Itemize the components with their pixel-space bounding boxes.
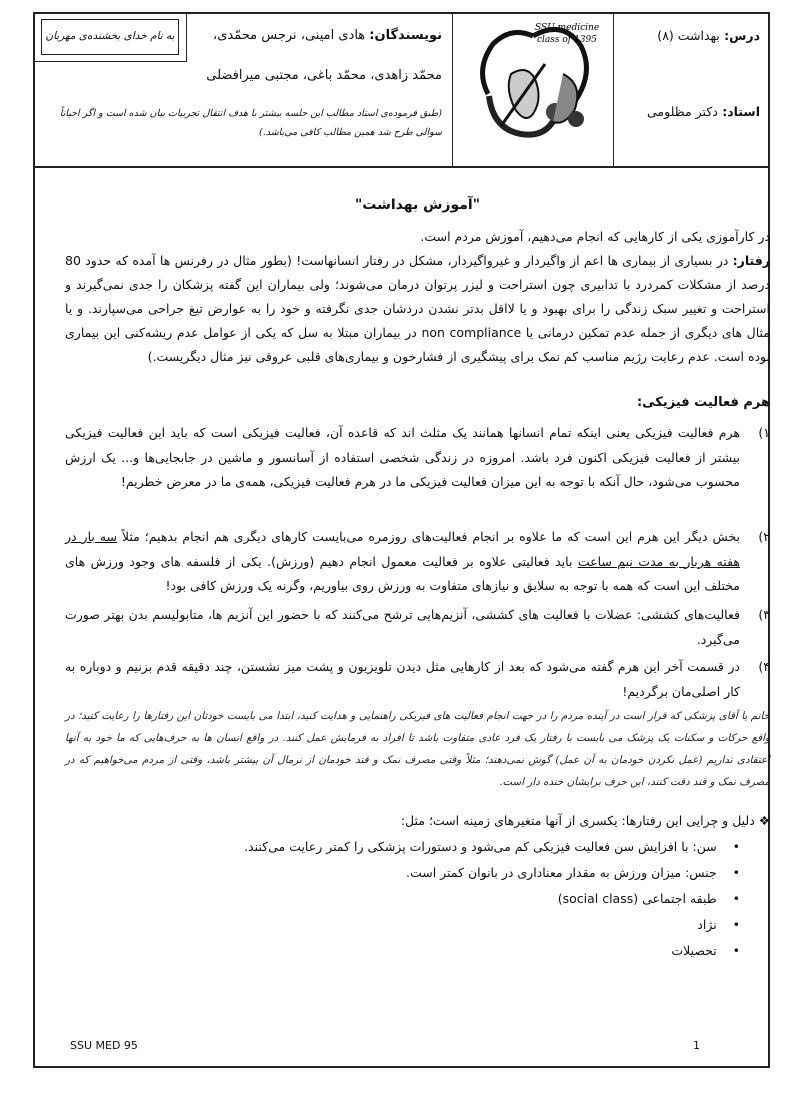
item-text [65,525,740,599]
list-item-1 [65,421,770,495]
page-number: 1 [693,1039,700,1052]
authors-line-1 [213,28,442,43]
course-value: بهداشت (۸) [657,28,720,43]
item-number: ۳) [758,607,770,622]
course-info [613,14,768,166]
item-text: فعالیت‌های کششی: عضلات با فعالیت های کششی، آنزیم‌هایی ترشح می‌کنند که با حضور این آنزیم ها، متابولیسم بدن بهتر صورت می‌گیرد. [65,607,740,647]
bullet-item: • نژاد [697,917,740,932]
bullet-text: جنس: میزان ورزش به مقدار معناداری در بانوان کمتر است. [405,865,717,880]
bismillah-box [35,14,187,62]
teacher-label: استاد: [722,104,760,119]
item-number: ۱) [758,425,770,440]
bullet-item: • سن: با افزایش سن فعالیت فیزیکی کم می‌شود و دستورات پزشکی را کمتر رعایت می‌کنند. [244,839,740,854]
item-text-a: بخش دیگر این هرم این است که ما علاوه بر انجام فعالیت‌های روزمره می‌بایست کارهای دیگری هم انجام بدهیم؛ مثلاً [116,529,740,544]
authors-cell [35,14,453,166]
teacher-value: دکتر مظلومی [647,104,718,119]
reasons-intro-text: دلیل و چرایی این رفتارها: یکسری از آنها متغیرهای زمینه است؛ مثل: [400,813,755,828]
authors-names-1: هادی امینی، نرجس محمّدی، [213,28,366,43]
list-item-4 [65,655,770,704]
behavior-text: در بسیاری از بیماری ها اعم از واگیردار و غیرواگیردار، مشکل در رفتار انسانهاست! (بطور مثال در رفرنس ها آمده که حدود 80 درصد از مشکلات کمردرد با تدابیری چون استراحت و لیزر پرتوان درمان می‌شوند؛ ولی بیماران این گفته پزشکان را جدی نمی‌گیرند و استراحت و تغییر سبک زندگی را برای بهبود و یا لااقل بدتر نشدن دردشان جدی نگرفته و خود را به عوارض تیغ جراحی می‌سپارند. و یا مثال های دیگری از جمله عدم تمکین درمانی یا non compliance در بیماران مبتلا به سل که یکی از عوامل عدم ریشه‌کنی این بیماری بوده است. عدم رعایت رژیم مناسب کم نمک برای پیشگیری از فشارخون و بیماری‌های قلبی عروقی نیز مثال دیگریست.) [65,253,770,364]
authors-names-2: محمّد زاهدی، محمّد باغی، مجتبی میرافضلی [206,68,442,83]
bullet-item: • طبقه اجتماعی (social class) [557,891,740,906]
item-number: ۴) [758,659,770,674]
logo [453,14,613,166]
item-text-underlined: سه بار در هفته هربار به مدت نیم ساعت [65,529,740,569]
list-item-2 [65,525,770,599]
footer-left: SSU MED 95 [70,1039,138,1052]
header-note [47,104,442,142]
page-title: "آموزش بهداشت" [354,197,481,213]
course-label: درس: [724,28,760,43]
page-frame [33,12,770,1068]
authors-label: نویسندگان: [369,28,442,43]
list-item-3 [65,603,770,652]
course-line [657,28,760,43]
item-number: ۲) [758,529,770,544]
bullet-item: • تحصیلات [671,943,740,958]
bullet-text: طبقه اجتماعی (social class) [557,891,717,906]
item-text: هرم فعالیت فیزیکی یعنی اینکه تمام انسانها همانند یک مثلث اند که قاعده آن، فعالیت فیزیکی است که باید این فعالیت فیزیکی بیشتر از فعالیت فیزیکی اکنون فرد باشد. امروزه در زندگی شخصی استفاده از آسانسور و ماشین در جابجایی‌ها و... یک ارزش محسوب می‌شود، حال آنکه با توجه به این میزان فعالیت فیزیکی ما در هرم فعالیت فیزیکی، همه‌ی ما در معرض خطریم! [65,425,740,489]
teacher-line [647,104,760,119]
bullet-text: سن: با افزایش سن فعالیت فیزیکی کم می‌شود و دستورات پزشکی را کمتر رعایت می‌کنند. [244,839,717,854]
stethoscope-logo-icon [453,14,613,166]
header-note-line-1: (طبق فرموده‌ی استاد مطالب این جلسه بیشتر با هدف انتقال تجربیات بیان شده است و اگر احیاناً [59,108,442,119]
bullet-text: تحصیلات [671,943,717,958]
intro-paragraph: در کارآموزی یکی از کارهایی که انجام می‌دهیم، آموزش مردم است. [420,229,770,244]
teacher-note: خانم یا آقای پزشکی که قرار است در آینده مردم را در جهت انجام فعالیت های فیزیکی راهنمایی و هدایت کنید، ابتدا می بایست خودتان این رفتارها را رعایت کنید؛ در واقع حرکات و سکنات یک پزشک می بایست با رفتار یک فرد عادی متفاوت باشد تا افراد به فرمایش عمل کنند. در واقع انسان ها به حرف‌هایی که ما خود به آنها اعتقادی نداریم (عمل نکردن خودمان به آن عمل) گوش نمی‌دهند؛ مثلاً وقتی مصرف نمک و قند خودمان از نرمال آن بیشتر باشد، وقتی از مردم می‌خواهیم که در مصرف نمک و قند دقت کنند، این حرف برایشان خنده دار است. [65,710,770,788]
behavior-paragraph [65,249,770,369]
item-text-b: باید فعالیتی علاوه بر فعالیت معمول انجام دهیم (ورزش). یکی از فلسفه های وجود ورزش های مختلف این است که همه با توجه به سلایق و نیازهای متفاوت به ورزش روی بیاوریم، وگرنه یک ورزش کافی بود! [65,553,740,593]
item-text: در قسمت آخر این هرم گفته می‌شود که بعد از کارهایی مثل دیدن تلویزیون و پشت میز نشستن، چند دقیقه قدم بزنیم و دوباره به کار اصلی‌مان برگردیم! [65,659,740,699]
header [35,14,768,168]
behavior-label: رفتار: [732,253,770,268]
reasons-intro: ❖ دلیل و چرایی این رفتارها: یکسری از آنها متغیرهای زمینه است؛ مثل: [400,813,770,828]
header-note-line-2: سوالی طرح شد همین مطالب کافی می‌باشد.) [258,127,442,138]
bismillah-text: به نام خدای بخشنده‌ی مهربان [41,19,179,55]
pyramid-heading: هرم فعالیت فیزیکی: [636,395,770,410]
logo-text-2: class of 1395 [537,35,597,45]
bullet-text: نژاد [697,917,717,932]
bullet-item: • جنس: میزان ورزش به مقدار معناداری در بانوان کمتر است. [405,865,740,880]
logo-text-1: SSU medicine [535,23,600,33]
